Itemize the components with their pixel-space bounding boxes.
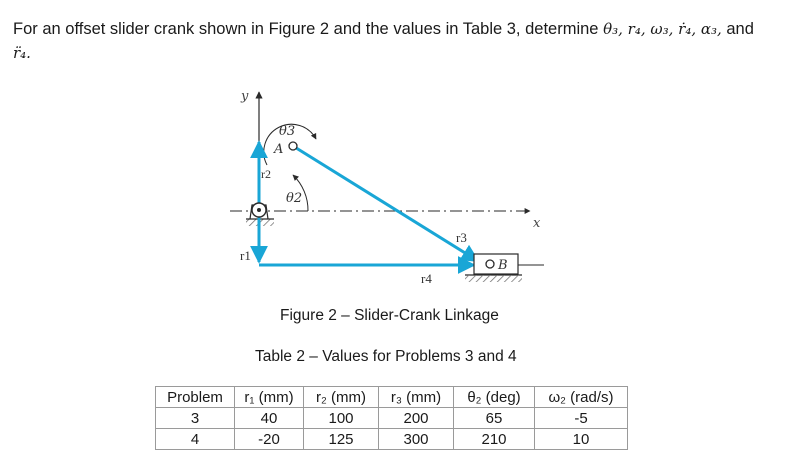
table-cell: 210	[454, 429, 535, 450]
table-row	[156, 408, 628, 429]
prompt-conjunction: and	[726, 20, 754, 38]
table-cell: 4	[156, 429, 235, 450]
table-cell: 3	[156, 408, 235, 429]
header-r1: r₁ (mm)	[235, 387, 304, 408]
header-r3: r₃ (mm)	[379, 387, 454, 408]
y-axis-label: y	[241, 89, 249, 104]
r3-vector	[293, 146, 478, 261]
r1-label: r1	[240, 248, 251, 263]
pivot-o-center	[257, 208, 261, 212]
joint-a	[289, 142, 297, 150]
header-r2: r₂ (mm)	[304, 387, 379, 408]
values-table	[155, 386, 628, 450]
slider-crank-figure	[230, 82, 560, 297]
table-header-row	[156, 387, 628, 408]
header-theta2: θ₂ (deg)	[454, 387, 535, 408]
problem-statement	[13, 17, 798, 65]
slider-block	[474, 254, 518, 274]
table-cell: 200	[379, 408, 454, 429]
table-caption: Table 2 – Values for Problems 3 and 4	[255, 348, 517, 365]
table-row	[156, 429, 628, 450]
header-omega2: ω₂ (rad/s)	[535, 387, 628, 408]
r3-label: r3	[456, 230, 467, 245]
slider-ground-hatch	[465, 275, 522, 282]
prompt-intro: For an offset slider crank shown in Figure 2 and the values in Table 3, determine	[13, 20, 599, 38]
prompt-targets: θ₃, r₄, ω₃, ṙ₄, α₃,	[603, 20, 722, 38]
table-cell: 125	[304, 429, 379, 450]
theta3-label: θ3	[279, 124, 296, 139]
table-cell: 40	[235, 408, 304, 429]
x-axis-label: x	[533, 216, 541, 231]
table-cell: -20	[235, 429, 304, 450]
table-cell: 100	[304, 408, 379, 429]
joint-b	[486, 260, 494, 268]
theta2-label: θ2	[286, 191, 303, 206]
table-cell: 300	[379, 429, 454, 450]
r2-label: r2	[261, 167, 271, 181]
table-cell: 65	[454, 408, 535, 429]
prompt-last: r̈₄.	[13, 44, 31, 62]
joint-a-label: A	[274, 142, 284, 157]
figure-caption: Figure 2 – Slider-Crank Linkage	[280, 307, 499, 324]
header-problem: Problem	[156, 387, 235, 408]
table-cell: -5	[535, 408, 628, 429]
table-cell: 10	[535, 429, 628, 450]
r4-label: r4	[421, 271, 432, 286]
joint-b-label: B	[498, 258, 508, 273]
